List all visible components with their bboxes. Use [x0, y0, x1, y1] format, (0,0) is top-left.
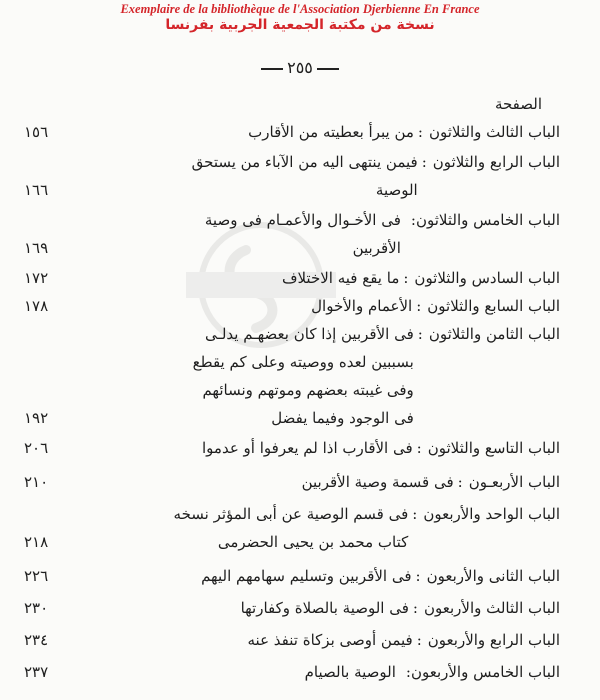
toc-entry-title-line: الأقربين — [352, 239, 401, 257]
toc-entry — [24, 658, 560, 686]
toc-entry — [24, 500, 560, 556]
toc-entry-page-number: ٢٣٤ — [24, 631, 49, 649]
toc-entry-title-line: الأعمام والأخوال — [311, 297, 413, 315]
toc-entry-separator: : — [417, 325, 423, 343]
toc-entry-separator: : — [416, 297, 422, 315]
library-banner — [0, 0, 600, 33]
toc-entry-chapter: الباب الرابع والثلاثون — [432, 153, 560, 171]
toc-entry-title — [80, 320, 414, 432]
toc-entry-title — [80, 206, 401, 262]
toc-entry-title — [80, 468, 454, 496]
toc-entry-separator: : — [421, 153, 427, 171]
banner-french-text: Exemplaire de la bibliothèque de l'Association Djerbienne En France — [120, 2, 480, 16]
page-number — [0, 58, 600, 77]
page-number-dash-left — [317, 68, 339, 70]
toc-entry-title — [80, 594, 409, 622]
toc-entry — [24, 264, 560, 292]
toc-entry-title-line: الوصية بالصيام — [304, 663, 396, 681]
toc-entry-separator: : — [417, 123, 423, 141]
toc-entry-title-line: فيمن ينتهى اليه من الآباء من يستحق — [191, 153, 418, 171]
toc-entry-separator: : — [412, 505, 418, 523]
toc-entry-page-number: ١٥٦ — [24, 123, 49, 141]
toc-entry-chapter: الباب الثالث والأربعون — [423, 599, 560, 617]
table-of-contents — [24, 118, 560, 686]
toc-entry — [24, 562, 560, 590]
toc-entry-page-number: ٢٠٦ — [24, 439, 49, 457]
toc-entry-title-line: فى الأخـوال والأعمـام فى وصية — [204, 211, 401, 229]
toc-entry-title-line: فيمن أوصى بزكاة تنفذ عنه — [247, 631, 413, 649]
toc-entry — [24, 594, 560, 622]
toc-entry-title-line: ما يقع فيه الاختلاف — [281, 269, 400, 287]
banner-arabic-text: نسخة من مكتبة الجمعية الجربية بفرنسا — [165, 17, 435, 33]
toc-entry-title-line: كتاب محمد بن يحيى الحضرمى — [217, 533, 409, 551]
toc-entry-page-number: ٢٣٧ — [24, 663, 49, 681]
toc-entry-separator: : — [416, 439, 422, 457]
toc-entry — [24, 434, 560, 462]
toc-entry-title — [80, 264, 399, 292]
toc-entry-title — [80, 434, 413, 462]
toc-entry — [24, 320, 560, 432]
toc-entry-chapter: الباب الأربعـون — [468, 473, 560, 491]
toc-entry-chapter: الباب الثامن والثلاثون — [428, 325, 560, 343]
toc-entry-title-line: من يبرأ بعطيته من الأقارب — [248, 123, 414, 141]
toc-entry-chapter: الباب السادس والثلاثون — [414, 269, 560, 287]
toc-entry-title — [80, 562, 412, 590]
toc-entry-page-number: ١٦٦ — [24, 181, 49, 199]
toc-entry-page-number: ٢١٨ — [24, 533, 49, 551]
page-number-value: ٢٥٥ — [287, 58, 313, 77]
toc-entry-title — [80, 500, 408, 556]
toc-entry-title-line: فى الوجود وفيما يفضل — [271, 409, 414, 427]
toc-entry-title-line: وفى غيبته بعضهم وموتهم ونسائهم — [202, 381, 414, 399]
toc-entry-chapter: الباب الثانى والأربعون — [426, 567, 560, 585]
toc-entry — [24, 292, 560, 320]
toc-entry-title-line: فى الوصية بالصلاة وكفارتها — [240, 599, 409, 617]
toc-entry-title — [80, 292, 412, 320]
toc-entry-separator: : — [403, 269, 409, 287]
toc-entry-page-number: ١٧٢ — [24, 269, 49, 287]
toc-entry-separator: : — [412, 599, 418, 617]
toc-entry-title — [80, 626, 413, 654]
toc-entry-page-number: ١٧٨ — [24, 297, 49, 315]
toc-entry — [24, 626, 560, 654]
toc-entry-title-line: الوصية — [375, 181, 418, 199]
toc-entry-page-number: ١٩٢ — [24, 409, 49, 427]
toc-entry-title-line: فى الأقربين وتسليم سهامهم اليهم — [201, 567, 412, 585]
toc-entry-separator: : — [457, 473, 463, 491]
toc-entry-title — [80, 118, 414, 146]
toc-entry-page-number: ١٦٩ — [24, 239, 49, 257]
toc-entry — [24, 206, 560, 262]
toc-entry-title-line: فى قسم الوصية عن أبى المؤثر نسخه — [173, 505, 409, 523]
toc-entry — [24, 118, 560, 146]
toc-entry-chapter: الباب التاسع والثلاثون — [427, 439, 560, 457]
toc-entry-separator: : — [415, 567, 421, 585]
toc-page-column-header: الصفحة — [494, 95, 542, 113]
toc-entry-chapter: الباب الثالث والثلاثون — [428, 123, 560, 141]
page-number-dash-right — [261, 68, 283, 70]
toc-entry-page-number: ٢٣٠ — [24, 599, 49, 617]
toc-entry-separator: : — [416, 631, 422, 649]
toc-entry-title-line: بسببين لعده ووصيته وعلى كم يقطع — [192, 353, 414, 371]
toc-entry-title — [80, 658, 396, 686]
toc-entry-title-line: فى الأقارب اذا لم يعرفوا أو عدموا — [202, 439, 413, 457]
toc-entry-chapter: الباب السابع والثلاثون — [427, 297, 560, 315]
toc-entry-title-line: فى الأقربين إذا كان بعضهـم يدلـى — [204, 325, 414, 343]
toc-entry-chapter: الباب الواحد والأربعون — [423, 505, 560, 523]
toc-entry-title-line: فى قسمة وصية الأقربين — [301, 473, 454, 491]
toc-entry — [24, 468, 560, 496]
toc-entry-chapter: الباب الخامس والأربعون: — [405, 663, 560, 681]
toc-entry-page-number: ٢٢٦ — [24, 567, 49, 585]
toc-entry-title — [80, 148, 418, 204]
toc-entry — [24, 148, 560, 204]
toc-entry-page-number: ٢١٠ — [24, 473, 49, 491]
toc-entry-chapter: الباب الخامس والثلاثون: — [410, 211, 560, 229]
toc-entry-chapter: الباب الرابع والأربعون — [427, 631, 560, 649]
